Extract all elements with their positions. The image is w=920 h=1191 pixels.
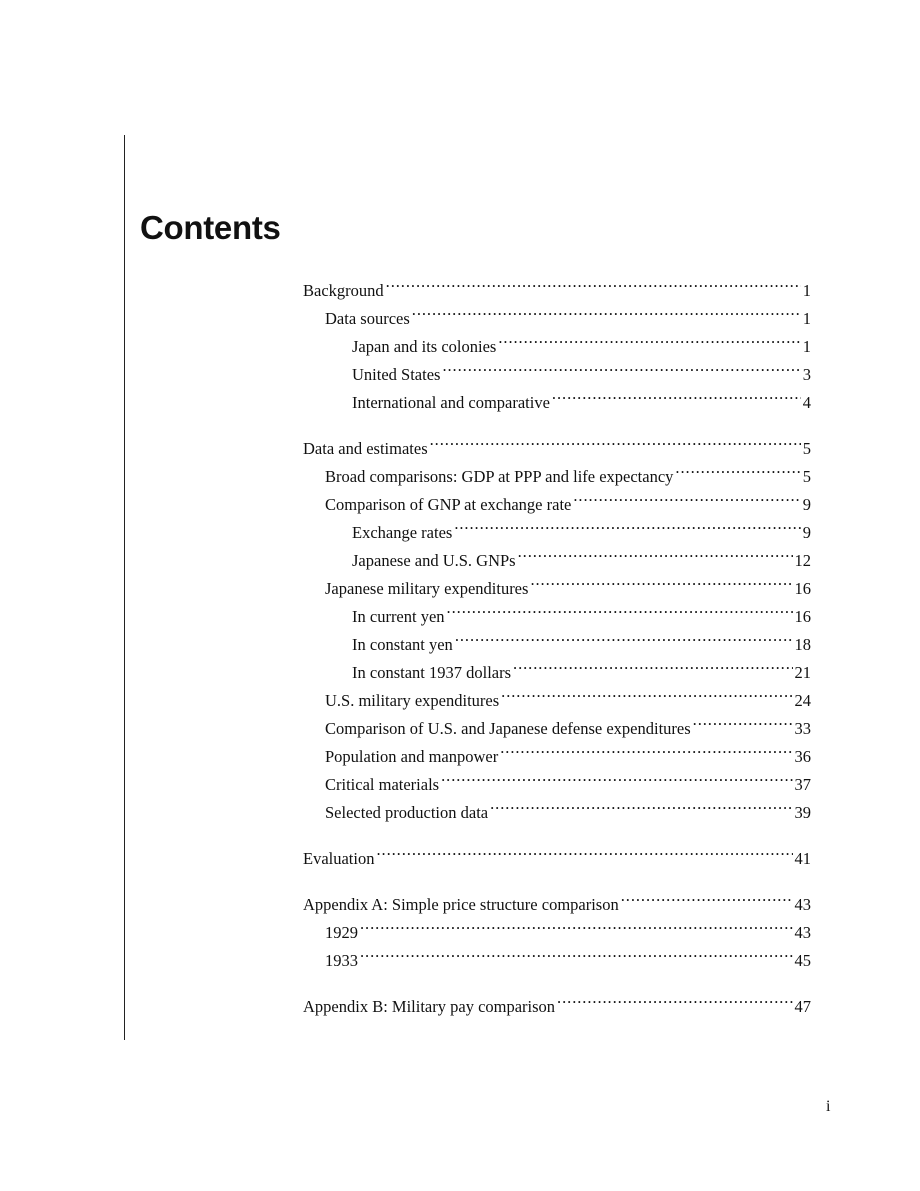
toc-entry-label: Selected production data [325, 803, 489, 822]
dot-leader [530, 566, 792, 594]
dot-leader [447, 594, 793, 622]
toc-entry[interactable] [303, 910, 811, 942]
toc-entry-page: 16 [794, 579, 811, 598]
toc-entry-page: 41 [794, 849, 811, 868]
toc-entry-page: 45 [794, 951, 811, 970]
toc-entry-page: 18 [794, 635, 811, 654]
toc-entry-page: 33 [794, 719, 811, 738]
page-title: Contents [140, 209, 281, 246]
toc-entry-label: In constant 1937 dollars [352, 663, 512, 682]
toc-entry-page: 1 [802, 281, 811, 300]
dot-leader [621, 882, 793, 910]
toc-entry-page: 37 [794, 775, 811, 794]
toc-entry-label: Population and manpower [325, 747, 499, 766]
toc-entry[interactable] [303, 938, 811, 970]
toc-entry-page: 5 [802, 467, 811, 486]
toc-entry[interactable] [303, 882, 811, 914]
toc-entry-label: Appendix A: Simple price structure comparison [303, 895, 619, 914]
toc-section [303, 882, 811, 970]
dot-leader [454, 510, 800, 538]
toc-entry-page: 1 [802, 309, 811, 328]
dot-leader [376, 836, 792, 864]
toc-entry-label: United States [352, 365, 441, 384]
toc-entry-label: Japan and its colonies [352, 337, 497, 356]
toc-entry-label: U.S. military expenditures [325, 691, 500, 710]
toc-section [303, 426, 811, 822]
dot-leader [552, 380, 801, 408]
toc-section [303, 984, 811, 1016]
toc-entry-label: Japanese military expenditures [325, 579, 529, 598]
toc-entry-label: In current yen [352, 607, 445, 626]
dot-leader [360, 910, 793, 938]
dot-leader [518, 538, 793, 566]
toc-entry-label: Appendix B: Military pay comparison [303, 997, 556, 1016]
dot-leader [490, 790, 792, 818]
dot-leader [498, 324, 800, 352]
dot-leader [573, 482, 800, 510]
dot-leader [557, 984, 792, 1012]
toc-entry-page: 43 [794, 895, 811, 914]
margin-rule [124, 135, 125, 1040]
dot-leader [513, 650, 792, 678]
toc-entry-label: Data sources [325, 309, 410, 328]
page-number: i [826, 1098, 831, 1115]
toc-entry-label: Comparison of GNP at exchange rate [325, 495, 572, 514]
toc-entry-label: Broad comparisons: GDP at PPP and life expectancy [325, 467, 674, 486]
toc-entry-page: 5 [802, 439, 811, 458]
toc-entry[interactable] [303, 426, 811, 458]
toc-entry-page: 4 [802, 393, 811, 412]
dot-leader [430, 426, 801, 454]
dot-leader [386, 268, 801, 296]
toc-entry-page: 12 [794, 551, 811, 570]
dot-leader [455, 622, 793, 650]
toc-section [303, 836, 811, 868]
toc-entry-page: 24 [794, 691, 811, 710]
toc-entry-label: Comparison of U.S. and Japanese defense expenditures [325, 719, 691, 738]
toc-entry-label: Background [303, 281, 384, 300]
dot-leader [501, 678, 792, 706]
dot-leader [360, 938, 793, 966]
toc-entry-label: Evaluation [303, 849, 375, 868]
toc-entry-page: 9 [802, 523, 811, 542]
toc-entry-page: 43 [794, 923, 811, 942]
toc-entry[interactable] [303, 984, 811, 1016]
toc-entry-page: 39 [794, 803, 811, 822]
toc-entry-label: Data and estimates [303, 439, 428, 458]
toc-entry-label: 1929 [325, 923, 358, 942]
toc-entry-page: 3 [802, 365, 811, 384]
toc-entry[interactable] [303, 268, 811, 300]
toc-section [303, 268, 811, 412]
toc-entry-page: 16 [794, 607, 811, 626]
dot-leader [675, 454, 800, 482]
toc-entry-page: 47 [794, 997, 811, 1016]
toc-entry-page: 36 [794, 747, 811, 766]
dot-leader [500, 734, 792, 762]
toc-entry-label: In constant yen [352, 635, 453, 654]
toc-entry-label: 1933 [325, 951, 358, 970]
table-of-contents [303, 268, 811, 1030]
toc-entry-page: 1 [802, 337, 811, 356]
toc-entry-label: Japanese and U.S. GNPs [352, 551, 516, 570]
toc-entry[interactable] [303, 836, 811, 868]
dot-leader [693, 706, 793, 734]
dot-leader [441, 762, 792, 790]
toc-entry-label: International and comparative [352, 393, 550, 412]
toc-entry-page: 21 [794, 663, 811, 682]
dot-leader [442, 352, 800, 380]
toc-entry-label: Exchange rates [352, 523, 453, 542]
dot-leader [412, 296, 801, 324]
toc-entry-page: 9 [802, 495, 811, 514]
toc-entry-label: Critical materials [325, 775, 440, 794]
